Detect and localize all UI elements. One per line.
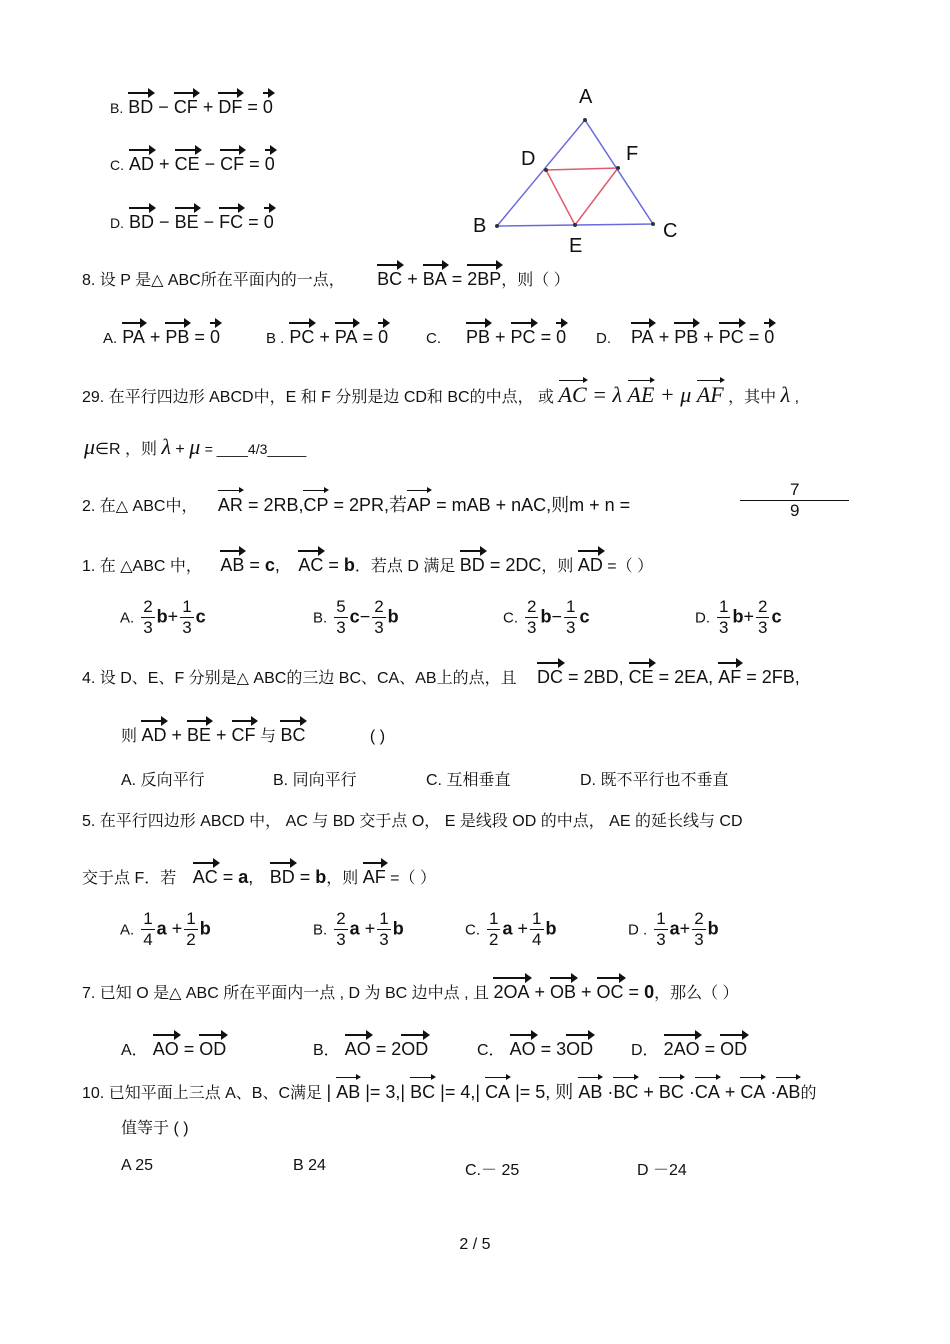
top-option-b: B. BD − CF + DF = 0 [110, 92, 273, 119]
q4-stem: 4. 设 D、E、F 分别是△ ABC的三边 BC、CA、AB上的点，且 DC = 2BD, CE = 2EA, AF = 2FB, [82, 662, 800, 690]
q4-option-a: A. 反向平行 [121, 772, 205, 789]
q8-option-d: D. PA + PB + PC = 0 [596, 322, 774, 350]
q29-stem: 29. 在平行四边形 ABCD中，E 和 F 分别是边 CD和 BC的中点， 或 AC = λ AE + μ AF ，其中 λ , [82, 382, 800, 407]
q10-option-c: C.－ 25 [465, 1162, 520, 1179]
q5-line2: 交于点 F．若 AC = a, BD = b，则 AF =（ ） [82, 862, 436, 890]
q7-stem: 7. 已知 O 是△ ABC 所在平面内一点 , D 为 BC 边中点 , 且 2OA + OB + OC = 0，那么（ ） [82, 977, 739, 1005]
q8-stem: 8. 设 P 是△ ABC所在平面内的一点， BC + BA = 2BP，则（ ） [82, 264, 570, 292]
page-number: 2 / 5 [459, 1236, 491, 1253]
q4-option-b: B. 同向平行 [273, 772, 357, 789]
label-A: A [579, 86, 593, 108]
q10-option-a: A 25 [121, 1157, 154, 1174]
q10-stem: 10. 已知平面上三点 A、B、C满足 | AB |= 3,| BC |= 4,| CA |= 5, 则 AB ·BC + BC ·CA + CA ·AB的 [82, 1077, 816, 1105]
label-D: D [521, 148, 536, 170]
q1-option-b: B. $\frac{5}{3}$ c− $\frac{2}{3}$ b [313, 597, 399, 637]
top-option-d: D. BD − BE − FC = 0 [110, 207, 274, 234]
q4-line2: 则 AD + BE + CF 与 BC ( ) [121, 720, 385, 748]
q4-option-d: D. 既不平行也不垂直 [580, 772, 729, 789]
q5-option-d: D . $\frac{1}{3}$ a+ $\frac{2}{3}$ b [628, 909, 719, 949]
q1-option-c: C. $\frac{2}{3}$ b− $\frac{1}{3}$ c [503, 597, 590, 637]
q7-option-d: D． 2AO = OD [631, 1034, 747, 1062]
label-E: E [569, 235, 583, 257]
q8-option-c: C. PB + PC = 0 [426, 322, 566, 350]
q5-option-c: C. $\frac{1}{2}$ a + $\frac{1}{4}$ b [465, 909, 557, 949]
q4-option-c: C. 互相垂直 [426, 772, 511, 789]
q10-option-b: B 24 [293, 1157, 326, 1174]
q10-line2: 值等于 ( ) [121, 1120, 189, 1137]
q7-option-b: B． AO = 2OD [313, 1034, 428, 1062]
q1-stem: 1. 在 △ABC 中， AB = c, AC = b．若点 D 满足 BD = 2DC，则 AD =（ ） [82, 550, 653, 578]
inner-triangle [546, 168, 618, 225]
label-F: F [626, 143, 639, 165]
label-B: B [473, 215, 487, 237]
q2-stem: 2. 在△ ABC中， AR = 2RB,CP = 2PR,若AP = mAB + nAC,则m + n = [82, 490, 630, 518]
q7-option-a: A． AO = OD [121, 1034, 226, 1062]
q29-answer: μ∈R ，则 λ + μ = ____4/3_____ [84, 434, 307, 459]
q5-option-b: B. $\frac{2}{3}$ a + $\frac{1}{3}$ b [313, 909, 404, 949]
q8-option-a: A. PA + PB = 0 [103, 322, 220, 350]
q5-stem: 5. 在平行四边形 ABCD 中， AC 与 BD 交于点 O， E 是线段 OD 的中点， AE 的延长线与 CD [82, 813, 743, 830]
q1-option-d: D. $\frac{1}{3}$ b+ $\frac{2}{3}$ c [695, 597, 782, 637]
outer-triangle [497, 120, 653, 226]
q1-option-a: A. $\frac{2}{3}$ b+ $\frac{1}{3}$ c [120, 597, 206, 637]
q10-option-d: D －24 [637, 1162, 687, 1179]
q7-option-c: C． AO = 3OD [477, 1034, 593, 1062]
q8-option-b: B . PC + PA = 0 [266, 322, 388, 350]
q5-option-a: A. $\frac{1}{4}$ a + $\frac{1}{2}$ b [120, 909, 211, 949]
top-option-c: C. AD + CE − CF = 0 [110, 149, 275, 176]
q2-answer-fraction: $\frac{7}{9}$ [740, 480, 849, 521]
label-C: C [663, 220, 678, 242]
